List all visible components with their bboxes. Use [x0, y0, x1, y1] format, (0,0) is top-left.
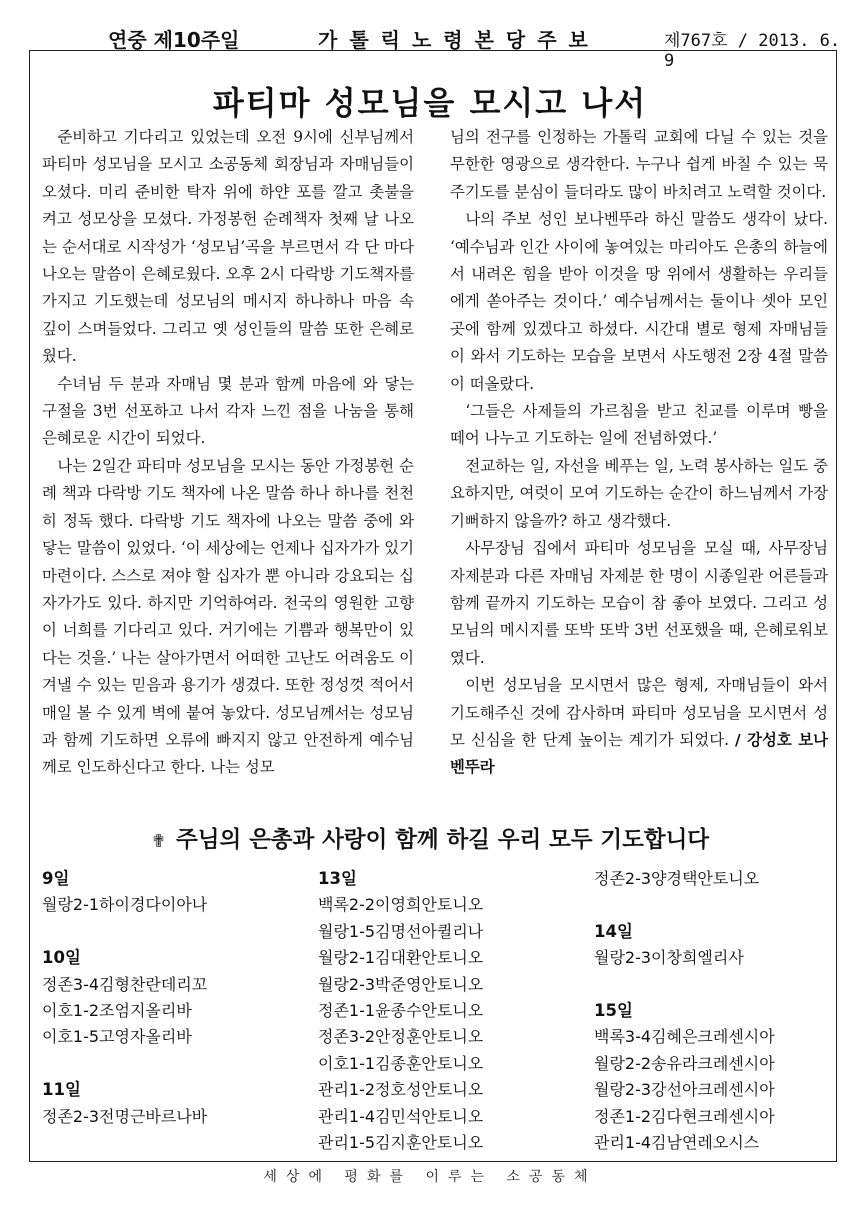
article-title: 파티마 성모님을 모시고 나서 — [212, 84, 648, 122]
article-paragraph: 수녀님 두 분과 자매님 몇 분과 함께 마음에 와 닿는 구절을 3번 선포하고 나서 각자 느낀 점을 나눔을 통해 은혜로운 시간이 되었다. — [42, 374, 414, 448]
article-paragraph: 준비하고 기다리고 있었는데 오전 9시에 신부님께서 파티마 성모님을 모시고 소공동체 회장님과 자매님들이 오셨다. 미리 준비한 탁자 위에 하얀 포를 깔고 촛불을 켜고 성모상을 모셨다. 가정봉헌 순례책자 첫째 날 나오는 순서대로 시작성가 ‘성모님’곡을 부르면서 각 단 마다 나오는 말씀이 은혜로웠다. 오후 2시 다락방 기도책자를 가지고 기도했는데 성모님의 메시지 하나하나 마음 속 깊이 스며들었다. 그리고 옛 성인들의 말씀 또한 은혜로웠다. — [42, 128, 414, 366]
prayer-title-text: 주님의 은총과 사랑이 함께 하길 우리 모두 기도합니다 — [176, 827, 710, 853]
feast-day-heading: 10일 — [42, 948, 81, 968]
prayer-section-title — [0, 822, 860, 854]
feast-entry: 정존2-3전명근바르나바 — [42, 1106, 208, 1126]
publication-name: 가톨릭노령본당주보 — [318, 28, 600, 52]
feast-entry: 월랑2-3이창희엘리사 — [594, 948, 744, 968]
feast-day-heading: 11일 — [42, 1080, 81, 1100]
feast-entry: 월랑2-2송유라크레센시아 — [594, 1053, 775, 1073]
feast-entry: 관리1-2정호성안토니오 — [318, 1080, 484, 1100]
page-footer-motto: 세상에 평화를 이루는 소공동체 — [263, 1169, 597, 1185]
feast-entry: 이호1-5고영자올리바 — [42, 1027, 192, 1047]
feast-day-heading: 15일 — [594, 1001, 633, 1020]
feast-entry: 월랑2-3박준영안토니오 — [318, 974, 484, 994]
article-closing-text: 이번 성모님을 모시면서 많은 형제, 자매님들이 와서 기도해주신 것에 감사하며 파티마 성모님을 모시면서 성모 신심을 한 단계 높이는 계기가 되었다. — [450, 676, 828, 749]
feast-entry: 백록2-2이영희안토니오 — [318, 895, 484, 915]
feast-day-heading: 9일 — [42, 869, 70, 888]
issue-number-date: 제767호 / 2013. 6. 9 — [664, 31, 841, 71]
cross-icon: ✟ — [150, 831, 167, 852]
article-paragraph — [450, 672, 828, 782]
feast-list-column-2 — [318, 866, 483, 1156]
article-paragraph: 전교하는 일, 자선을 베푸는 일, 노력 봉사하는 일도 중요하지만, 여럿이 모여 기도하는 순간이 하느님께서 가장 기뻐하지 않을까? 하고 생각했다. — [450, 456, 828, 530]
feast-entry: 정존1-1윤종수안토니오 — [318, 1001, 484, 1021]
article-paragraph: 님의 전구를 인정하는 가톨릭 교회에 다닐 수 있는 것을 무한한 영광으로 생각한다. 누구나 쉽게 바칠 수 있는 묵주기도를 분심이 들더라도 많이 바치려고 노력할 것이다. — [450, 128, 828, 201]
feast-entry: 관리1-4김남연레오시스 — [594, 1133, 760, 1153]
article-paragraph: 나의 주보 성인 보나벤뚜라 하신 말씀도 생각이 났다. ‘예수님과 인간 사이에 놓여있는 마리아도 은총의 하늘에서 내려온 힘을 받아 이것을 땅 위에서 생활하는 우리들에게 쏟아주는 것이다.’ 예수님께서는 둘이나 셋아 모인 곳에 함께 있겠다고 하셨다. 시간대 별로 형제 자매님들이 와서 기도하는 모습을 보면서 사도행전 2장 4절 말씀이 떠올랐다. — [450, 210, 828, 393]
feast-list-column-3 — [594, 866, 775, 1156]
feast-day-heading: 13일 — [318, 869, 357, 888]
article-column-left — [42, 124, 414, 782]
feast-entry: 정존1-2김다현크레센시아 — [594, 1106, 775, 1126]
feast-list-column-1 — [42, 866, 207, 1130]
feast-entry: 관리1-5김지훈안토니오 — [318, 1133, 484, 1153]
article-paragraph: 사무장님 집에서 파티마 성모님을 모실 때, 사무장님 자제분과 다른 자매님 자제분 한 명이 시종일관 어른들과 함께 끝까지 기도하는 모습이 참 좋아 보였다. 그리고 성모님의 메시지를 또박 또박 3번 선포했을 때, 은혜로워보였다. — [450, 539, 828, 667]
feast-entry: 이호1-2조엄지올리바 — [42, 1001, 192, 1021]
feast-entry: 월랑2-1하이경다이아나 — [42, 895, 208, 915]
feast-day-heading: 14일 — [594, 921, 633, 941]
article-paragraph: ‘그들은 사제들의 가르침을 받고 친교를 이루며 빵을 떼어 나누고 기도하는 일에 전념하였다.’ — [450, 402, 828, 448]
feast-entry: 정존2-3양경택안토니오 — [594, 869, 760, 888]
feast-entry: 이호1-1김종훈안토니오 — [318, 1053, 484, 1073]
feast-entry: 관리1-4김민석안토니오 — [318, 1106, 484, 1126]
feast-entry: 백록3-4김혜은크레센시아 — [594, 1027, 775, 1047]
feast-entry: 월랑2-1김대환안토니오 — [318, 948, 484, 968]
article-paragraph: 나는 2일간 파티마 성모님을 모시는 동안 가정봉헌 순례 책과 다락방 기도 책자에 나온 말씀 하나 하나를 천천히 정독 했다. 다락방 기도 책자에 나오는 말씀 중에 와 닿는 말씀이 있었다. ‘이 세상에는 언제나 십자가가 있기 마련이다. 스스로 져야 할 십자가 뿐 아니라 강요되는 십자가가도 있다. 하지만 기억하여라. 천국의 영원한 고향이 너희를 기다리고 있다. 거기에는 기쁨과 행복만이 있다는 것을.’ 나는 살아가면서 어떠한 고난도 어려움도 이겨낼 수 있는 믿음과 용기가 생겼다. 또한 정성껏 적어서 매일 볼 수 있게 벽에 붙여 놓았다. 성모님께서는 성모님과 함께 기도하면 오류에 빠지지 않고 안전하게 예수님께로 인도하신다고 한다. 나는 성모 — [42, 456, 414, 777]
author-signature: / 강성호 보나벤뚜라 — [450, 730, 828, 777]
feast-entry: 월랑2-3강선아크레센시아 — [594, 1080, 775, 1100]
article-column-right — [450, 124, 828, 782]
feast-entry: 월랑1-5김명선아퀼리나 — [318, 921, 484, 941]
feast-entry: 정존3-2안정훈안토니오 — [318, 1027, 484, 1047]
liturgical-week: 연중 제10주일 — [108, 28, 240, 52]
feast-entry: 정존3-4김형찬란데리꼬 — [42, 974, 208, 994]
